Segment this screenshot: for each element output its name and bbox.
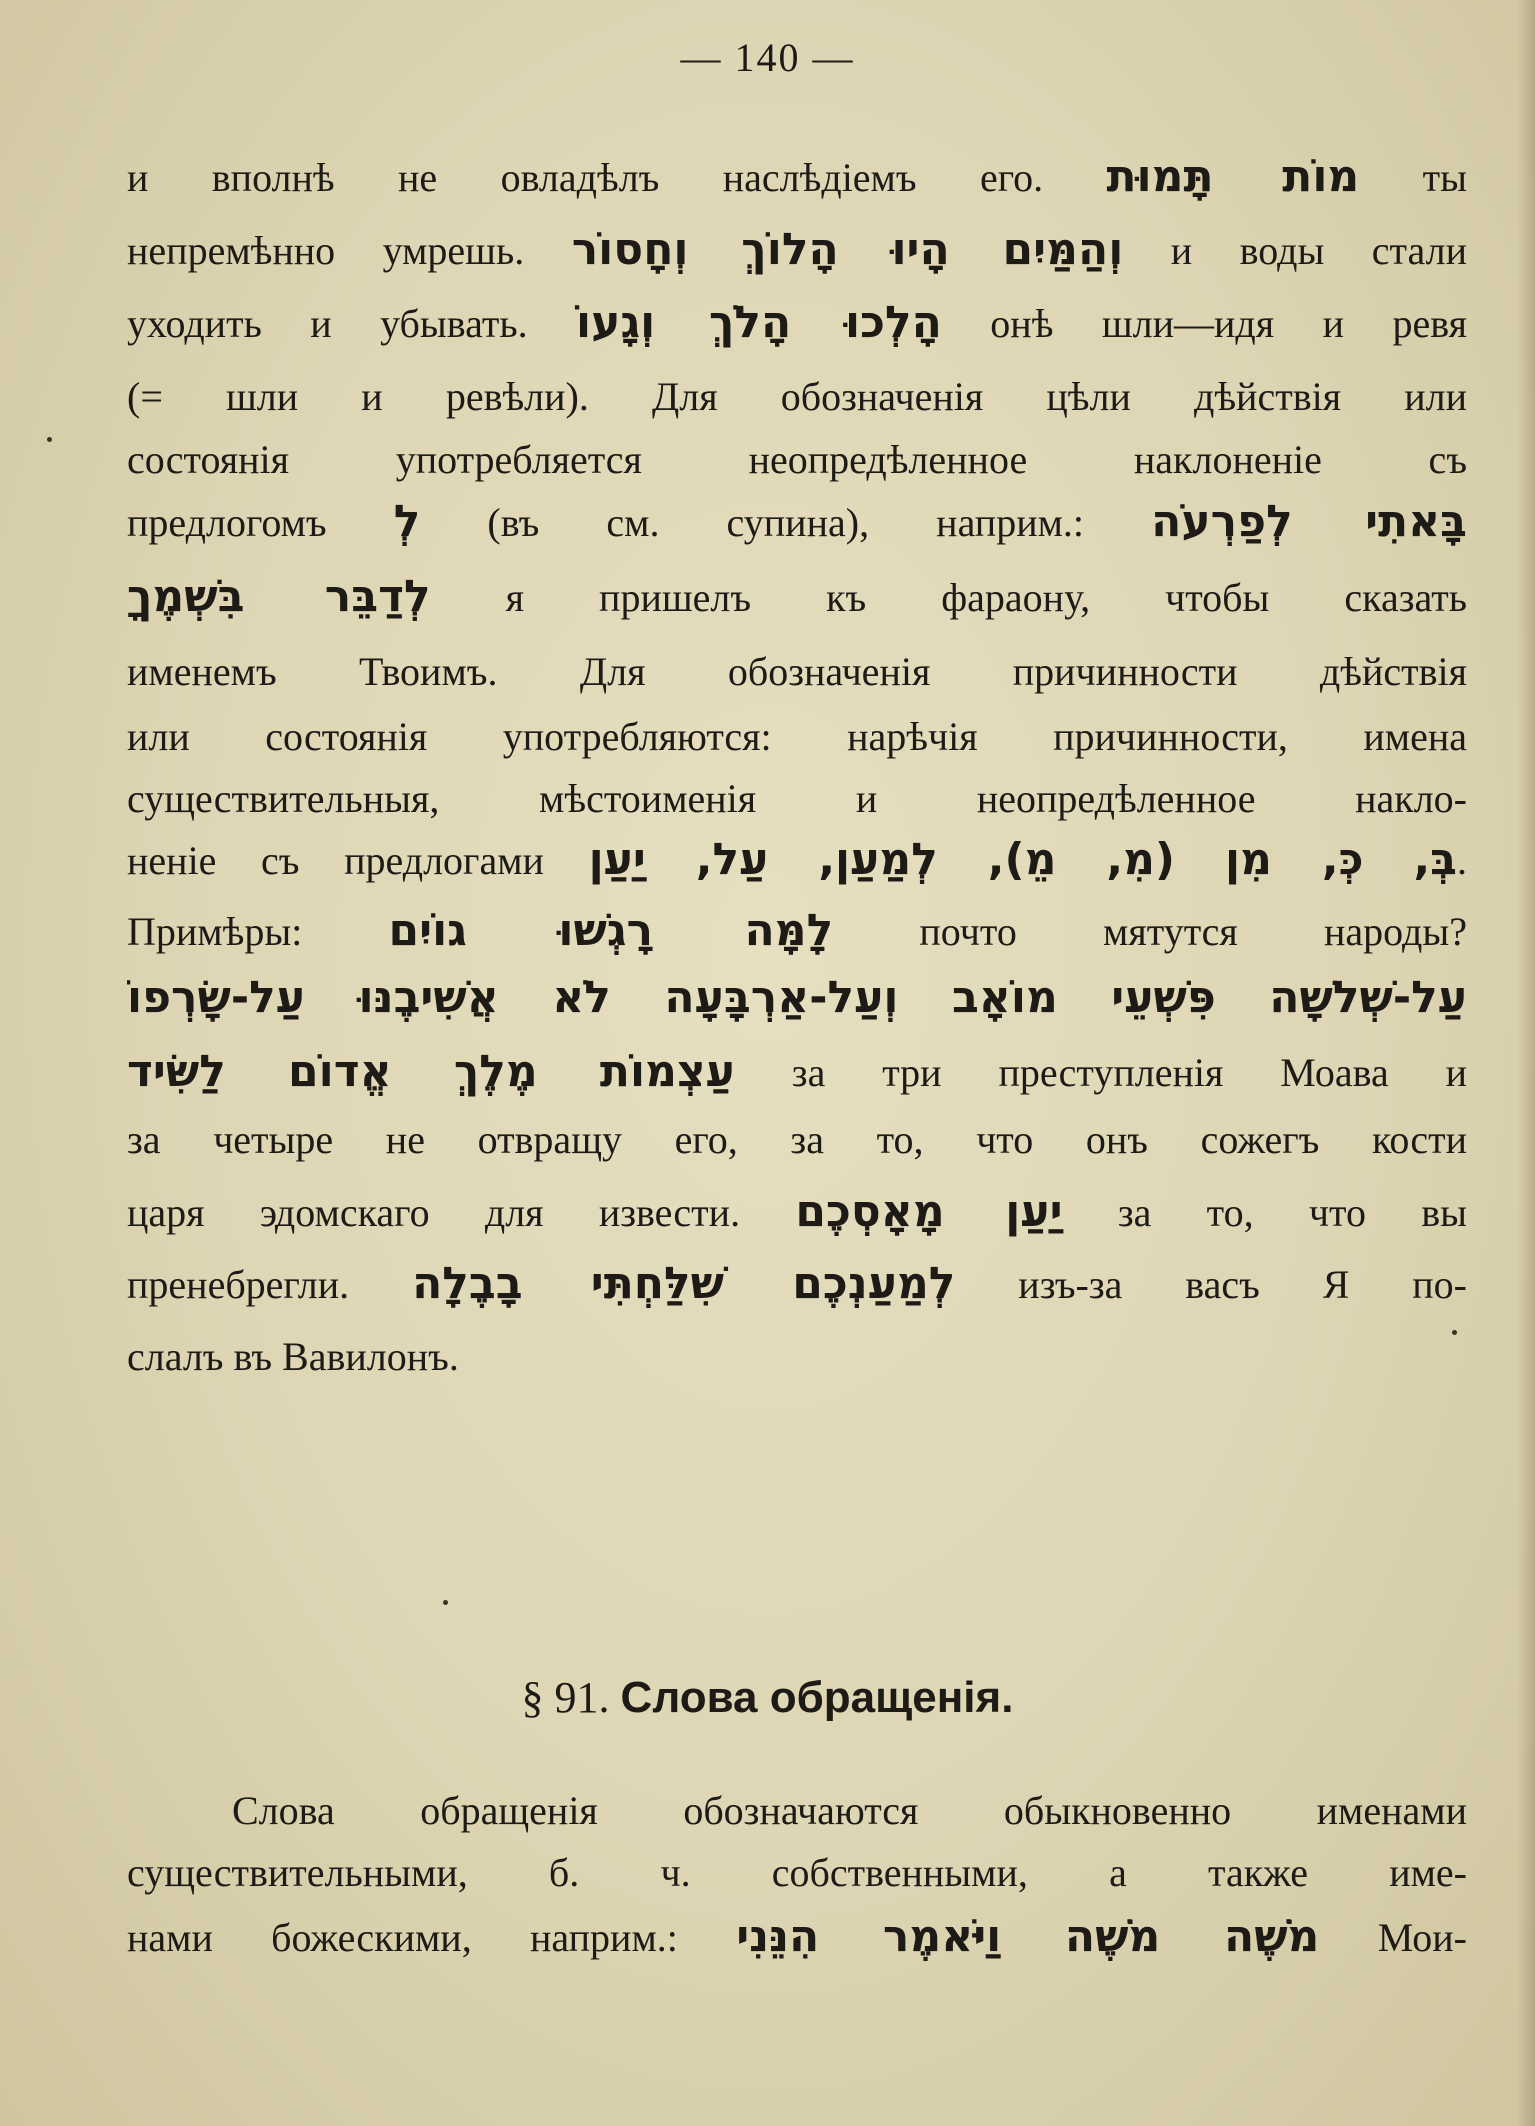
paper-speck xyxy=(47,437,52,442)
russian-text: предлогомъ xyxy=(127,500,394,545)
hebrew-text: עַל-שְׁלשָׁה פִּשְׁעֵי מוֹאָב וְעַל-אַרְבָּעָה לֹא אֲשִׁיבֶנּוּ עַל-שָׂרְפוֹ xyxy=(127,972,1467,1023)
russian-text: существительными, б. ч. собственными, а также име- xyxy=(127,1850,1467,1895)
russian-text: уходить и убывать. xyxy=(127,301,577,346)
hebrew-text: הָלְכוּ הָלֹךְ וְגָעוֹ xyxy=(576,297,942,348)
hebrew-text: וְהַמַּיִם הָיוּ הָלוֹךְ וְחָסוֹר xyxy=(571,224,1124,275)
russian-text: . xyxy=(1457,838,1467,883)
russian-text: Примѣры: xyxy=(127,909,389,954)
hebrew-text: לְ xyxy=(393,496,421,547)
paper-speck xyxy=(1452,1330,1457,1335)
hebrew-text: יַעַן מָאָסְכֶם xyxy=(795,1186,1063,1237)
text-line xyxy=(127,901,1467,961)
text-line xyxy=(127,367,1467,427)
hebrew-text: מֹשֶׁה מֹשֶׁה וַיֹּאמֶר הִנֵּנִי xyxy=(736,1911,1320,1962)
hebrew-text: לָמָּה רָגְשׁוּ גוֹיִם xyxy=(388,905,834,956)
russian-text: состоянія употребляется неопредѣленное наклоненіе съ xyxy=(127,437,1467,482)
russian-text: я пришелъ къ фараону, чтобы сказать xyxy=(430,575,1467,620)
russian-text: существительныя, мѣстоименія и неопредѣленное накло- xyxy=(127,776,1467,821)
paper-speck xyxy=(443,1600,448,1605)
russian-text: и воды стали xyxy=(1123,228,1467,273)
section-number: § 91. xyxy=(521,1673,610,1722)
russian-text: царя эдомскаго для извести. xyxy=(127,1190,796,1235)
text-line xyxy=(127,769,1467,829)
russian-text: Мои- xyxy=(1319,1915,1467,1960)
hebrew-text: מוֹת תָּמוּת xyxy=(1106,151,1360,202)
page-number: — 140 — xyxy=(680,35,855,80)
text-line xyxy=(127,707,1467,767)
text-line xyxy=(127,830,1467,890)
russian-text: ты xyxy=(1359,155,1467,200)
russian-text: Слова обращенія обозначаются обыкновенно именами xyxy=(232,1788,1467,1833)
text-line xyxy=(127,1327,1467,1387)
text-line xyxy=(127,1843,1467,1903)
text-line xyxy=(127,147,1467,207)
text-line xyxy=(127,1254,1467,1314)
russian-text: (= шли и ревѣли). Для обозначенія цѣли дѣйствія или xyxy=(127,374,1467,419)
hebrew-text: בָּאתִי לְפַרְעֹה xyxy=(1151,496,1467,547)
text-line xyxy=(127,1042,1467,1102)
russian-text: неніе съ предлогами xyxy=(127,838,589,883)
hebrew-text: בְּ, כְּ, מִן (מִ, מֵ), לְמַעַן, עַל, יַעַן xyxy=(588,834,1457,885)
russian-text: именемъ Твоимъ. Для обозначенія причинности дѣйствія xyxy=(127,649,1467,694)
hebrew-text: עַצְמוֹת מֶלֶךְ אֱדוֹם לַשִּׂיד xyxy=(127,1046,735,1097)
russian-text: за три преступленія Моава и xyxy=(734,1050,1467,1095)
russian-text: и вполнѣ не овладѣлъ наслѣдіемъ его. xyxy=(127,155,1107,200)
russian-text: за то, что вы xyxy=(1062,1190,1467,1235)
russian-text: изъ-за васъ Я по- xyxy=(955,1262,1467,1307)
text-line xyxy=(127,968,1467,1028)
russian-text: или состоянія употребляются: нарѣчія причинности, имена xyxy=(127,714,1467,759)
text-line xyxy=(127,492,1467,552)
russian-text: пренебрегли. xyxy=(127,1262,413,1307)
section-heading xyxy=(0,1668,1535,1728)
text-line xyxy=(127,567,1467,627)
russian-text: онѣ шли—идя и ревя xyxy=(941,301,1467,346)
text-line xyxy=(127,1182,1467,1242)
section-title: Слова обращенія. xyxy=(620,1673,1014,1722)
russian-text: слалъ въ Вавилонъ. xyxy=(127,1334,459,1379)
russian-text: за четыре не отвращу его, за то, что онъ сожегъ кости xyxy=(127,1117,1467,1162)
hebrew-text: לְמַעַנְכֶם שִׁלַּחְתִּי בָבֶלָה xyxy=(412,1258,956,1309)
page-edge-shadow xyxy=(1517,0,1535,2126)
text-line xyxy=(127,430,1467,490)
hebrew-text: לְדַבֵּר בִּשְׁמֶךָ xyxy=(127,571,431,622)
text-line xyxy=(127,1110,1467,1170)
russian-text: почто мятутся народы? xyxy=(833,909,1467,954)
russian-text: (въ см. супина), наприм.: xyxy=(420,500,1152,545)
russian-text: нами божескими, наприм.: xyxy=(127,1915,737,1960)
text-line xyxy=(127,220,1467,280)
text-line xyxy=(127,1907,1467,1967)
text-line xyxy=(127,1781,1467,1841)
text-line xyxy=(127,642,1467,702)
text-line xyxy=(127,293,1467,353)
russian-text: непремѣнно умрешь. xyxy=(127,228,572,273)
